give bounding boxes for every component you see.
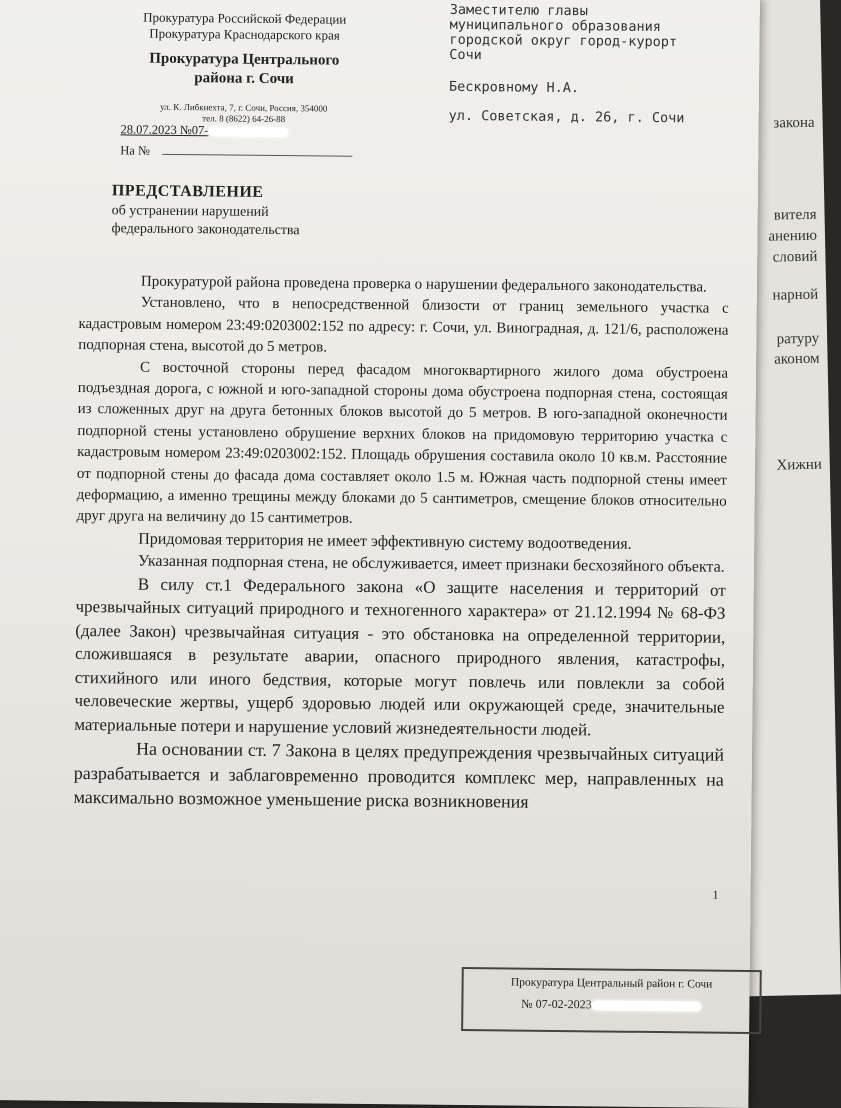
reply-to-number [120, 143, 352, 160]
recipient-line: городской округ город-курорт [449, 31, 678, 51]
body-paragraph: На основании ст. 7 Закона в целях предупреждения чрезвычайных ситуаций разрабатывается и заблаговременно проводится комплекс мер, направленных на максимально возможное уменьшение риска возникновения [73, 738, 725, 813]
body-paragraph: В силу ст.1 Федерального закона «О защите населения и территорий от чрезвычайных ситуаций природного и техногенного характера» от 21.12.1994 № 68-ФЗ (далее Закон) чрезвычайная ситуация - это обстановка на определенной территории, сложившаяся в результате аварии, опасного природного явления, катастрофы, стихийного или иного бедствия, которые могут повлечь или повлекли за собой человеческие жертвы, ущерб здоровью людей или окружающей среде, значительные материальные потери и нарушение условий жизнедеятельности людей. [74, 574, 726, 740]
recipient-line: Сочи [449, 46, 482, 64]
body-paragraph: Придомовая территория не имеет эффективную систему водоотведения. [138, 530, 632, 553]
outgoing-number [120, 122, 288, 139]
recipient-block [449, 3, 686, 126]
back-page-fragment: словий [772, 248, 818, 266]
date-number: 28.07.2023 №07- [120, 122, 209, 138]
back-page-fragment: вителя [773, 206, 817, 224]
document-body [73, 271, 729, 817]
body-paragraph: Установлено, что в непосредственной близости от границ земельного участка с кадастровым номером 23:49:0203002:152 по адресу: г. Сочи, ул. Виноградная, д. 121/6, расположена подпорная стена, высотой до 5 метров. [78, 295, 729, 356]
stamp-number [463, 996, 759, 1014]
registration-stamp [461, 967, 762, 1034]
recipient-line: муниципального образования [449, 16, 662, 36]
page-mark: 1 [712, 887, 719, 902]
office-name: района г. Сочи [194, 70, 294, 88]
recipient-address: ул. Советская, д. 26, г. Сочи [448, 107, 685, 127]
back-page-fragment: нарной [772, 286, 819, 304]
reply-label: На № [120, 143, 151, 158]
subtitle-line: об устранении нарушений [111, 203, 269, 220]
body-paragraph: С восточной стороны перед фасадом многоквартирного жилого дома обустроена подъездная дорога, с южной и юго-западной стороны дома обустроена подпорная стена, состоящая из сложенных друг на друга бетонных блоков высотой до 5 метров. В юго-западной оконечности подпорной стены установлено обрушение верхних блоков на придомовую территорию участка с кадастровым номером 23:49:0203002:152. Площадь обрушения составила около 10 кв.м. Расстояние от подпорной стены до фасада дома составляет около 1.5 м. Южная часть подпорной стены имеет деформацию, а именно трещины между блоками до 5 сантиметров, смещение блоков относительно друг друга на величину до 15 сантиметров. [76, 359, 729, 528]
body-paragraph: Прокуратурой района проведена проверка о нарушении федерального законодательства. [140, 273, 707, 296]
back-page-fragment: закона [773, 114, 815, 132]
sender-line: Прокуратура Краснодарского края [149, 25, 340, 43]
sender-phone: тел. 8 (8622) 64-26-88 [202, 113, 286, 125]
redaction [592, 1001, 702, 1012]
back-page-fragment: ратуру [776, 330, 820, 348]
recipient-line: Заместителю главы [449, 1, 589, 20]
redaction [208, 126, 288, 137]
back-page-fragment: аконом [773, 350, 820, 368]
sender-address: ул. К. Либкнехта, 7, г. Сочи, Россия, 354000 [160, 101, 328, 114]
reply-blank-line [162, 154, 352, 157]
stamp-office: Прокуратура Центральный район г. Сочи [510, 976, 713, 991]
office-name: Прокуратура Центрального [149, 50, 340, 69]
back-page-fragment: Хижни [776, 456, 822, 474]
document-subtitle [111, 202, 299, 240]
sender-block [99, 9, 390, 126]
recipient-name: Бескровному Н.А. [448, 78, 580, 97]
stamp-number-text: № 07-02-2023 [521, 996, 592, 1012]
document-title: ПРЕДСТАВЛЕНИЕ [111, 182, 264, 201]
back-page-fragment: анению [768, 227, 818, 245]
body-paragraph: Указанная подпорная стена, не обслуживается, имеет признаки бесхозяйного объекта. [137, 552, 725, 576]
subtitle-line: федерального законодательства [111, 221, 300, 239]
sender-line: Прокуратура Российской Федерации [143, 9, 347, 27]
